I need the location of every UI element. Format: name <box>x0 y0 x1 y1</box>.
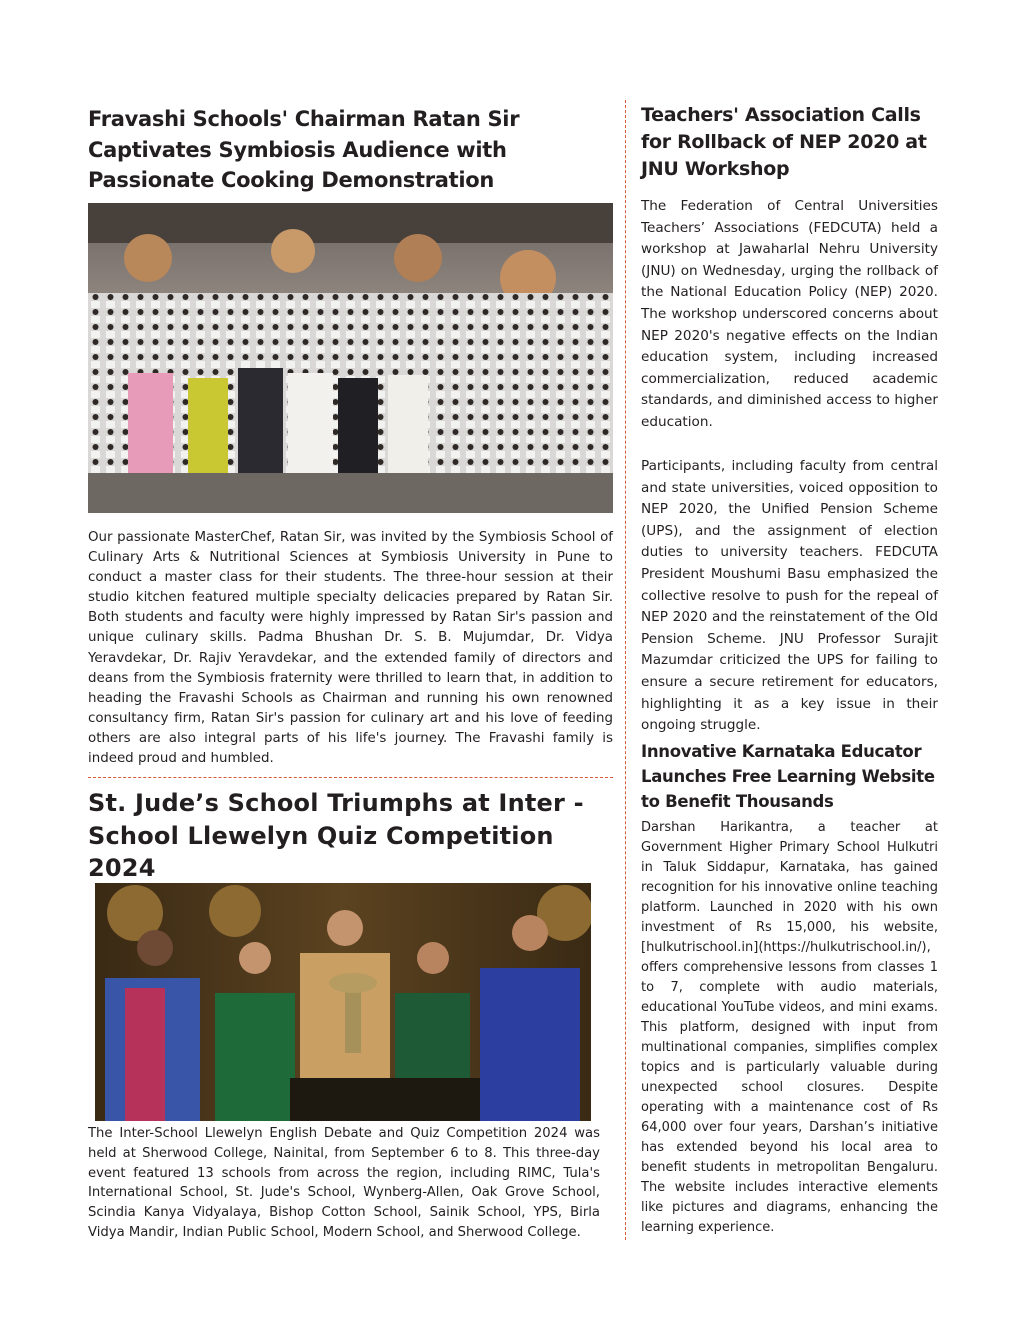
body-karnataka: Darshan Harikantra, a teacher at Government Higher Primary School Hulkutri in Taluk Siddapur, Karnataka, has gained recognition for his innovative online teaching platform. Launched in 2020 with his own investment of Rs 15,000, his website, [hulkutrischool.in](https://hulkutrischool.in/), offers comprehensive lessons from classes 1 to 7, complete with audio materials, educational YouTube videos, and mini exams. This platform, designed with input from multinational companies, simplifies complex topics and is particularly valuable during unexpected school closures. Despite operating with a maintenance cost of Rs 64,000 over four years, Darshan’s initiative has extended beyond his local area to benefit students in metropolitan Bengaluru. The website includes interactive elements like pictures and diagrams, enhancing the learning experience. <box>641 820 938 1235</box>
body-fedcuta-p1: The Federation of Central Universities Teachers’ Associations (FEDCUTA) held a workshop at Jawaharlal Nehru University (JNU) on Wednesday, urging the rollback of the National Education Policy (NEP) 2020. The workshop underscored concerns about NEP 2020's negative effects on the Indian education system, including increased commercialization, reduced academic standards, and diminished access to higher education. <box>641 198 938 430</box>
body-st-judes: The Inter-School Llewelyn English Debate and Quiz Competition 2024 was held at Sherwood College, Nainital, from September 6 to 8. This three-day event featured 13 schools from across the region, including RIMC, Tula's International School, St. Jude's School, Wynberg-Allen, Oak Grove School, Scindia Kanya Vidyalaya, Bishop Cotton School, Sainik School, YPS, Birla Vidya Mandir, Indian Public School, Modern School, and Sherwood College. <box>88 1126 600 1240</box>
photo-quiz-trophy <box>95 883 591 1121</box>
column-divider <box>625 100 626 1240</box>
group-photo-illustration <box>88 203 613 513</box>
photo-symbiosis-group <box>88 203 613 513</box>
headline-karnataka: Innovative Karnataka Educator Launches Free Learning Website to Benefit Thousands <box>641 742 935 811</box>
body-fedcuta-p2: Participants, including faculty from central and state universities, voiced opposition to NEP 2020, the Unified Pension Scheme (UPS), and the assignment of election duties to university teachers. FEDCUTA President Moushumi Basu emphasized the collective resolve to push for the repeal of NEP 2020 and the reinstatement of the Old Pension Scheme. JNU Professor Surajit Mazumdar criticized the UPS for failing to ensure a secure retirement for educators, highlighting it as a key issue in their ongoing struggle. <box>641 458 938 734</box>
trophy-photo-illustration <box>95 883 591 1121</box>
headline-fedcuta: Teachers' Association Calls for Rollback of NEP 2020 at JNU Workshop <box>641 104 927 180</box>
article-divider <box>88 777 613 778</box>
body-fravashi: Our passionate MasterChef, Ratan Sir, was invited by the Symbiosis School of Culinary Arts & Nutritional Sciences at Symbiosis University in Pune to conduct a master class for their students. The three-hour session at their studio kitchen featured multiple specialty delicacies prepared by Ratan Sir. Both students and faculty were highly impressed by Ratan Sir's passion and unique culinary skills. Padma Bhushan Dr. S. B. Mujumdar, Dr. Vidya Yeravdekar, Dr. Rajiv Yeravdekar, and the extended family of directors and deans from the Symbiosis fraternity were thrilled to learn that, in addition to heading the Fravashi Schools as Chairman and running his own renowned consultancy firm, Ratan Sir's passion for culinary art and his love of feeding others are also integral parts of his life's journey. The Fravashi family is indeed proud and humbled. <box>88 530 613 767</box>
headline-st-judes: St. Jude’s School Triumphs at Inter -School Llewelyn Quiz Competition 2024 <box>88 789 584 882</box>
headline-fravashi: Fravashi Schools' Chairman Ratan Sir Captivates Symbiosis Audience with Passionate Cooking Demonstration <box>88 107 520 192</box>
